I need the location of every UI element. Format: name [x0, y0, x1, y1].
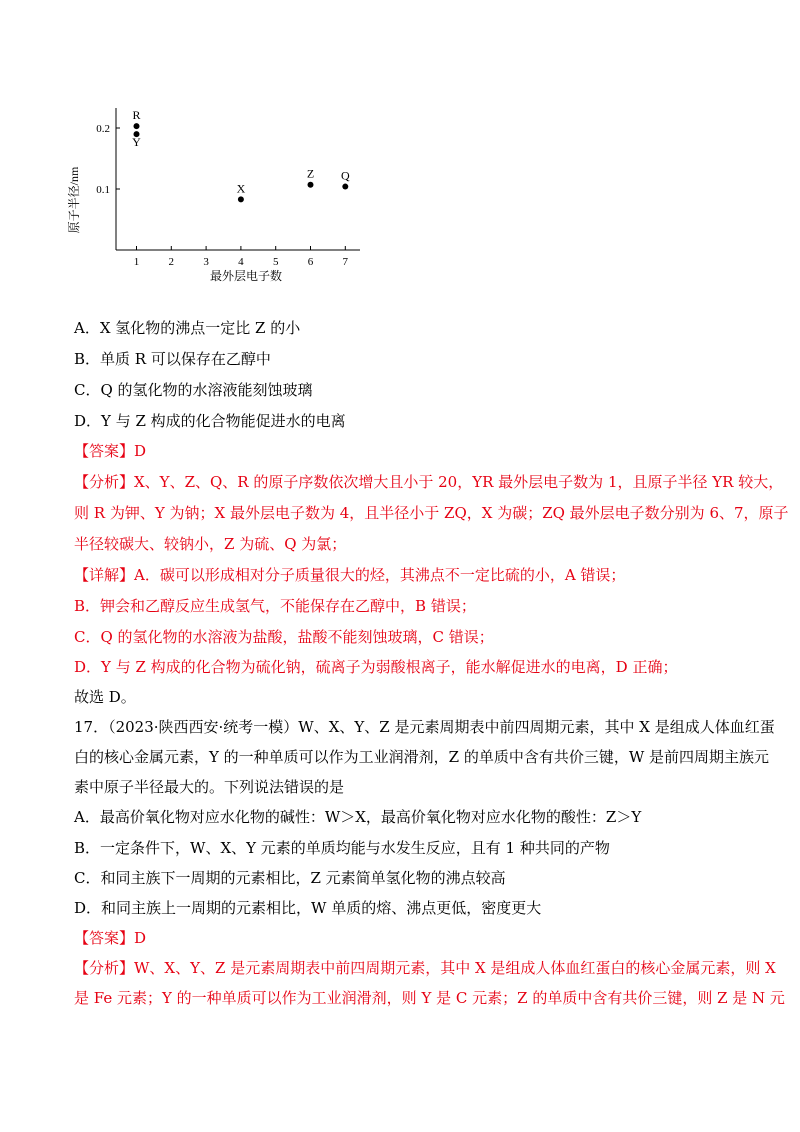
- point-label-z: Z: [306, 166, 315, 181]
- x-tick-label: 6: [307, 256, 314, 268]
- point-label-r: R: [132, 108, 141, 123]
- q16-answer: 【答案】D: [74, 442, 147, 460]
- y-tick-label: 0.2: [96, 123, 110, 135]
- q16-analysis-line-3: 半径较碳大、较钠小，Z 为硫、Q 为氯；: [74, 535, 347, 553]
- x-axis-label: 最外层电子数: [209, 269, 283, 283]
- y-tick-label: 0.1: [96, 184, 110, 196]
- q17-analysis-line-2: 是 Fe 元素；Y 的一种单质可以作为工业润滑剂，则 Y 是 C 元素；Z 的单质中含有共价三键，则 Z 是 N 元: [74, 989, 785, 1007]
- x-tick-label: 2: [168, 256, 175, 268]
- q16-detail-line-5: 故选 D。: [74, 688, 136, 706]
- q17-answer: 【答案】D: [74, 929, 147, 947]
- y-axis-label: 原子半径/nm: [67, 166, 81, 234]
- chart-points: [132, 108, 350, 202]
- q17-option-a: A．最高价氧化物对应水化物的碱性：W＞X，最高价氧化物对应水化物的酸性：Z＞Y: [74, 808, 642, 826]
- x-tick-label: 4: [238, 256, 244, 268]
- q16-option-c: C．Q 的氢化物的水溶液能刻蚀玻璃: [74, 381, 313, 399]
- chart-axes: [116, 108, 360, 250]
- q16-detail-line-4: D．Y 与 Z 构成的化合物为硫化钠，硫离子为弱酸根离子，能水解促进水的电离，D 正确；: [74, 658, 678, 676]
- q17-analysis-line-1: 【分析】W、X、Y、Z 是元素周期表中前四周期元素，其中 X 是组成人体血红蛋白的核心金属元素，则 X: [74, 959, 776, 977]
- q17-stem-line-1: 17．（2023·陕西西安·统考一模）W、X、Y、Z 是元素周期表中前四周期元素，其中 X 是组成人体血红蛋: [74, 718, 775, 736]
- q16-analysis-line-2: 则 R 为钾、Y 为钠；X 最外层电子数为 4，且半径小于 ZQ，X 为碳；ZQ 最外层电子数分别为 6、7，原子: [74, 504, 789, 522]
- data-point-x: [238, 196, 244, 202]
- point-label-x: X: [236, 181, 246, 196]
- q17-option-c: C．和同主族下一周期的元素相比，Z 元素简单氢化物的沸点较高: [74, 869, 506, 887]
- x-tick-label: 1: [133, 256, 140, 268]
- q16-detail-line-1: 【详解】A．碳可以形成相对分子质量很大的烃，其沸点不一定比硫的小，A 错误；: [74, 566, 626, 584]
- q17-option-d: D．和同主族上一周期的元素相比，W 单质的熔、沸点更低，密度更大: [74, 899, 542, 917]
- atomic-radius-chart: [60, 100, 380, 300]
- q17-option-b: B．一定条件下，W、X、Y 元素的单质均能与水发生反应，且有 1 种共同的产物: [74, 839, 610, 857]
- q17-stem-line-2: 白的核心金属元素，Y 的一种单质可以作为工业润滑剂，Z 的单质中含有共价三键，W 是前四周期主族元: [74, 748, 770, 766]
- x-tick-label: 5: [272, 256, 279, 268]
- q16-option-d: D．Y 与 Z 构成的化合物能促进水的电离: [74, 412, 346, 430]
- q16-detail-line-3: C．Q 的氢化物的水溶液为盐酸，盐酸不能刻蚀玻璃，C 错误；: [74, 628, 494, 646]
- q16-analysis-line-1: 【分析】X、Y、Z、Q、R 的原子序数依次增大且小于 20，YR 最外层电子数为 1，且原子半径 YR 较大，: [74, 473, 784, 491]
- data-point-q: [342, 184, 348, 190]
- data-point-r: [134, 123, 140, 129]
- x-tick-label: 3: [203, 256, 209, 268]
- q16-option-b: B．单质 R 可以保存在乙醇中: [74, 350, 271, 368]
- data-point-z: [308, 182, 314, 188]
- x-tick-label: 7: [342, 256, 349, 268]
- point-label-q: Q: [340, 168, 350, 183]
- q16-detail-line-2: B．钾会和乙醇反应生成氢气，不能保存在乙醇中，B 错误；: [74, 597, 476, 615]
- point-label-y: Y: [132, 135, 141, 150]
- q17-stem-line-3: 素中原子半径最大的。下列说法错误的是: [74, 778, 345, 796]
- q16-option-a: A．X 氢化物的沸点一定比 Z 的小: [74, 319, 301, 337]
